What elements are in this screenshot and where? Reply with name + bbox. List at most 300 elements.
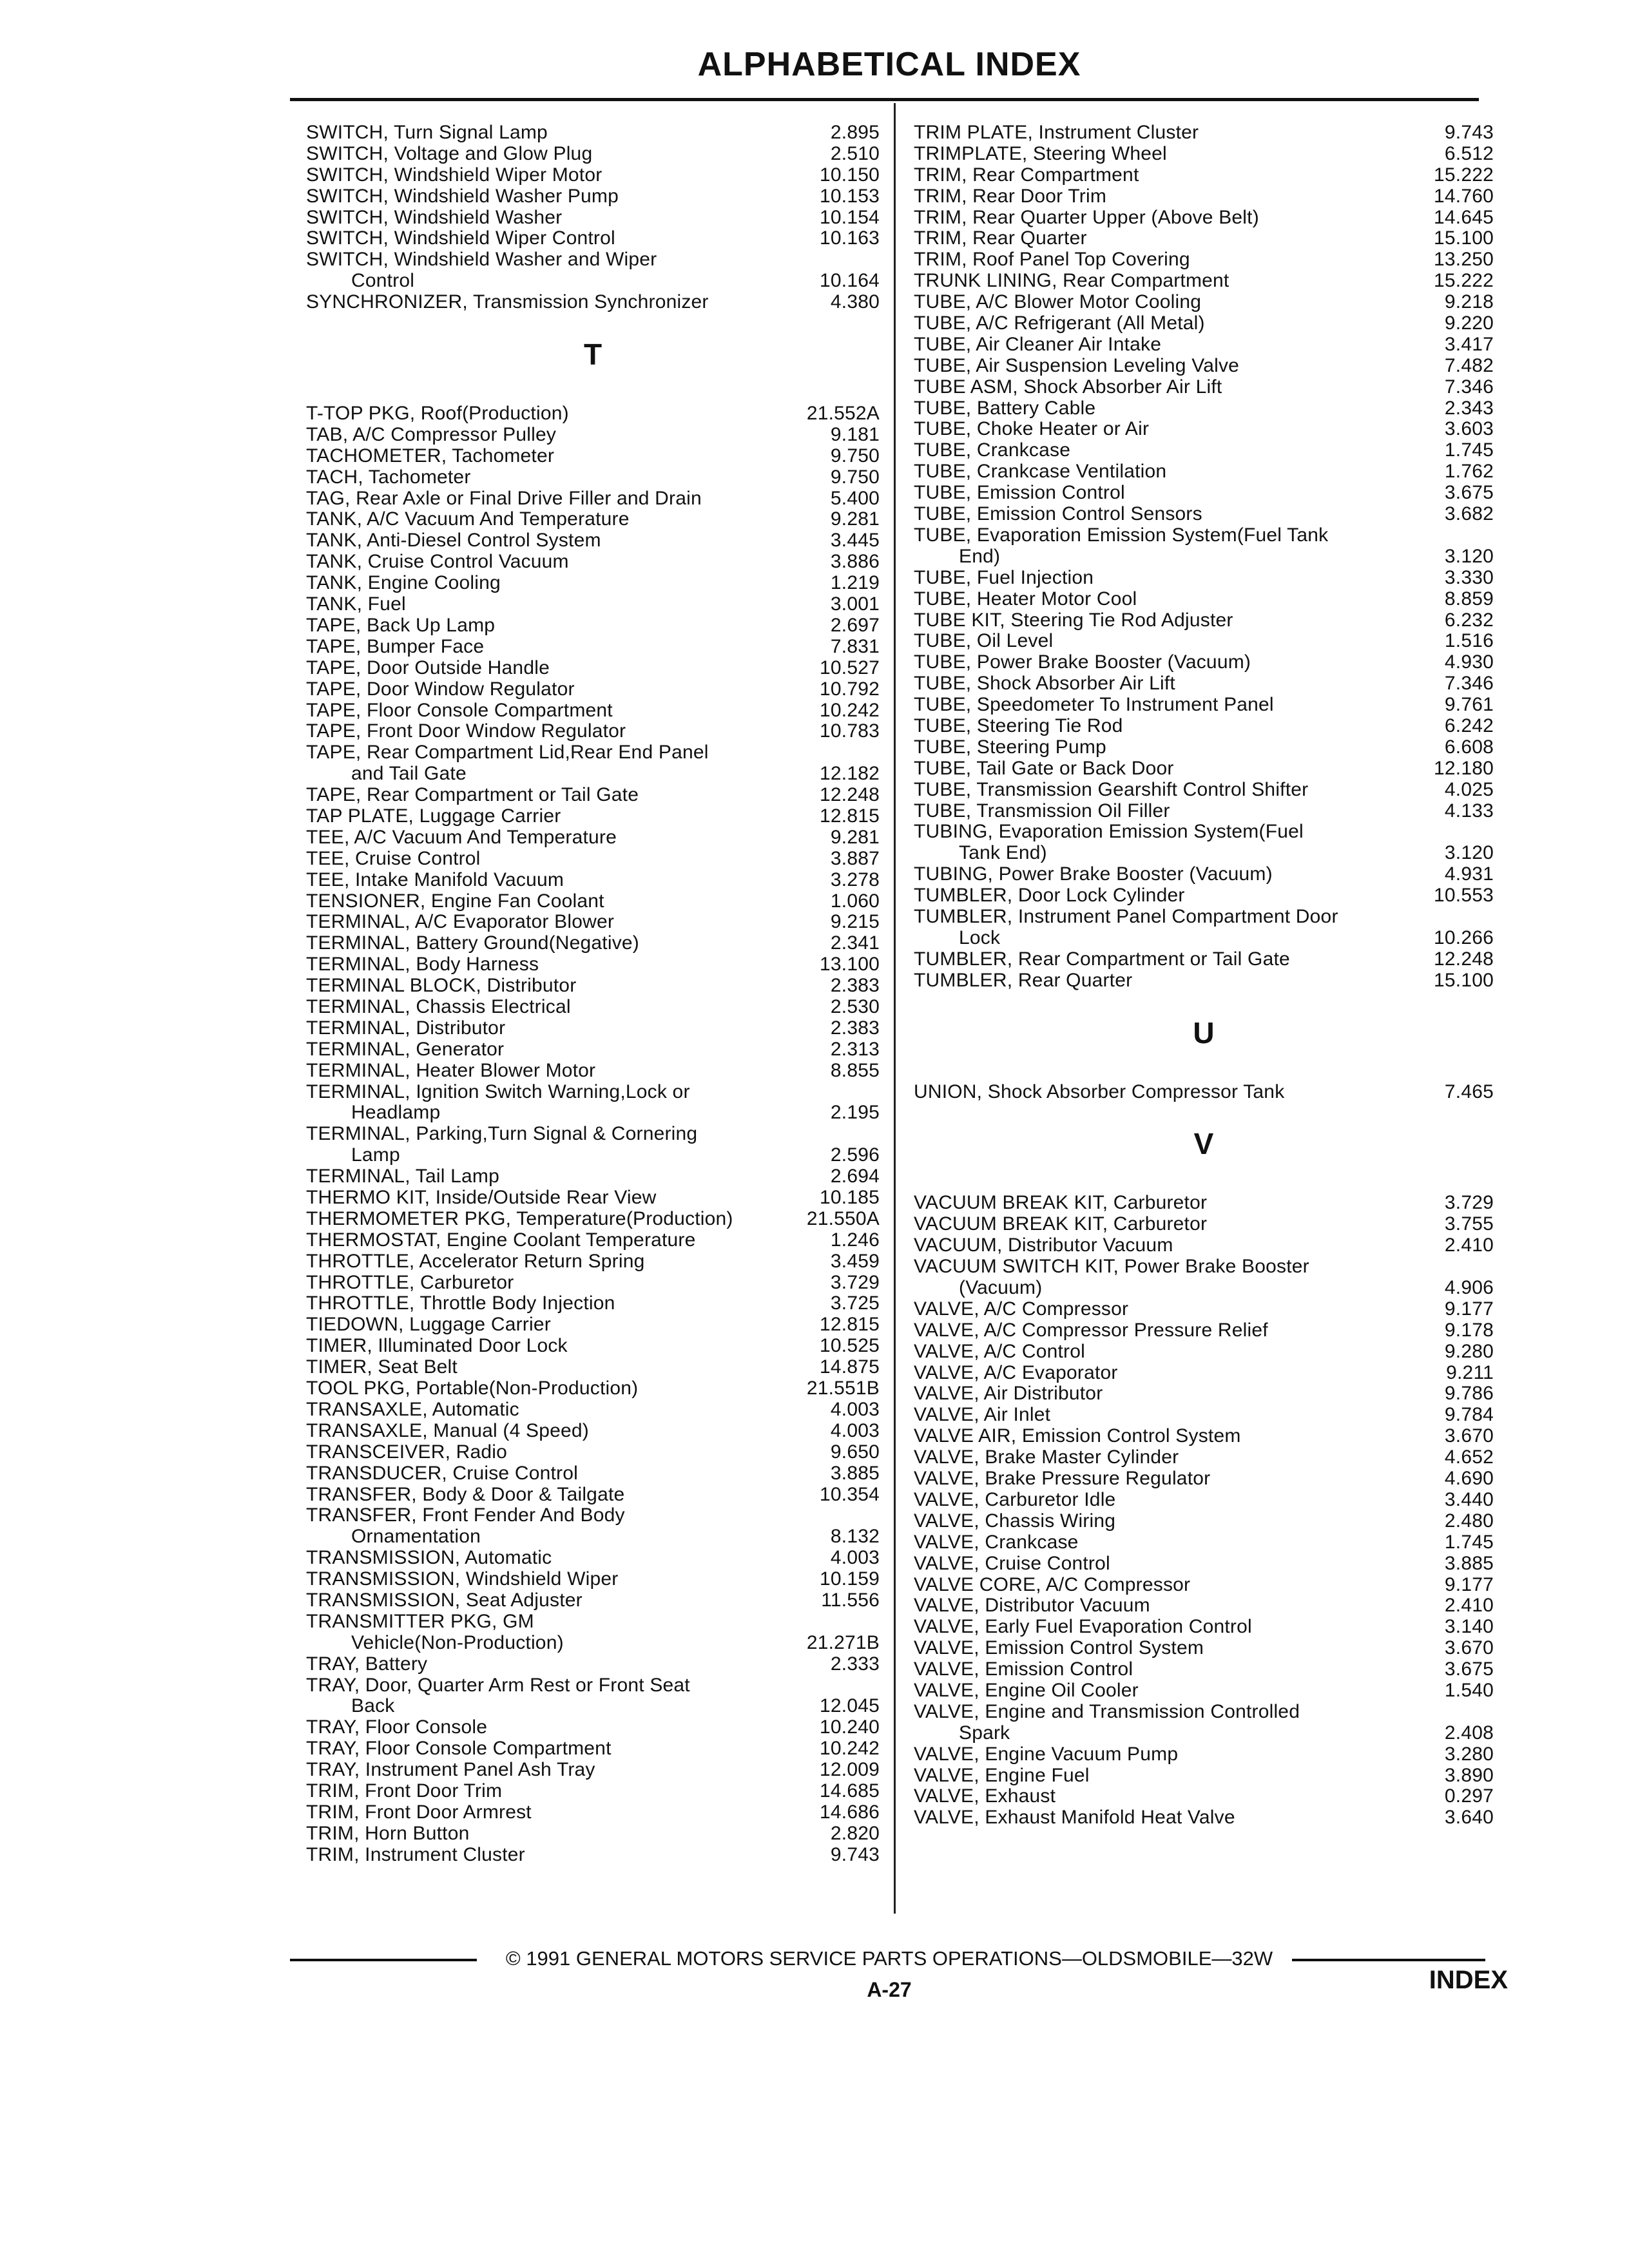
entry-reference-number: 9.650 [830, 1441, 880, 1463]
entry-reference-number: 21.552A [806, 403, 880, 425]
entry-reference-number: 3.675 [1444, 482, 1494, 504]
entry-description: TUBE, Steering Tie Rod [914, 715, 1123, 736]
index-column-right [914, 122, 1494, 1829]
index-entry [914, 1807, 1494, 1829]
entry-description: TUBE, Air Cleaner Air Intake [914, 333, 1162, 355]
entry-description: TUBE ASM, Shock Absorber Air Lift [914, 376, 1222, 398]
entry-description-continued: Back [351, 1695, 395, 1717]
index-entry [914, 1511, 1494, 1532]
entry-description: VALVE, Brake Master Cylinder [914, 1446, 1179, 1468]
index-entry [914, 1383, 1494, 1405]
entry-description-continued: End) [959, 545, 1001, 567]
index-entry [914, 228, 1494, 249]
index-entry [306, 1061, 880, 1082]
index-entry [914, 949, 1494, 970]
entry-reference-number: 12.815 [820, 1314, 880, 1336]
entry-description: VACUUM BREAK KIT, Carburetor [914, 1192, 1208, 1214]
page-number: A-27 [867, 1978, 912, 2001]
index-entry [306, 721, 880, 742]
entry-description: TUBE, Air Suspension Leveling Valve [914, 354, 1240, 376]
entry-description: TUBE, A/C Refrigerant (All Metal) [914, 312, 1205, 334]
entry-reference-number: 2.697 [830, 614, 880, 636]
entry-reference-number: 14.760 [1434, 185, 1494, 207]
entry-reference-number: 2.410 [1444, 1595, 1494, 1617]
entry-description: TUMBLER, Rear Compartment or Tail Gate [914, 948, 1290, 970]
index-entry [914, 419, 1494, 440]
entry-description: TRIM, Front Door Trim [306, 1780, 503, 1802]
index-column-left [306, 122, 880, 1866]
index-entry [306, 1314, 880, 1336]
entry-description: SWITCH, Turn Signal Lamp [306, 122, 548, 143]
index-entry [306, 785, 880, 806]
entry-reference-number: 2.820 [830, 1822, 880, 1844]
entry-reference-number: 3.885 [830, 1462, 880, 1484]
column-divider [894, 103, 896, 1914]
index-entry [306, 1187, 880, 1209]
entry-description: TAB, A/C Compressor Pulley [306, 423, 557, 445]
entry-description-continued: Headlamp [351, 1102, 441, 1124]
index-entry [914, 1638, 1494, 1659]
entry-description: TRAY, Floor Console Compartment [306, 1738, 612, 1760]
entry-description: TRAY, Instrument Panel Ash Tray [306, 1759, 595, 1781]
entry-reference-number: 5.400 [830, 487, 880, 509]
index-entry [914, 907, 1494, 949]
index-entry [306, 446, 880, 467]
entry-description: TUBE, Crankcase Ventilation [914, 461, 1167, 483]
index-entry [914, 504, 1494, 525]
entry-description: TEE, A/C Vacuum And Temperature [306, 826, 617, 848]
index-entry [914, 122, 1494, 144]
entry-reference-number: 8.855 [830, 1059, 880, 1081]
entry-reference-number: 2.341 [830, 932, 880, 954]
index-entry [914, 885, 1494, 907]
index-entry [914, 1765, 1494, 1787]
index-entry [306, 1421, 880, 1442]
entry-reference-number: 9.761 [1444, 694, 1494, 716]
entry-reference-number: 7.346 [1444, 673, 1494, 695]
entry-description: TUBE, Transmission Oil Filler [914, 800, 1170, 822]
index-entry [914, 1786, 1494, 1807]
index-entry [306, 1485, 880, 1506]
entry-reference-number: 3.417 [1444, 333, 1494, 355]
entry-description: SWITCH, Windshield Washer Pump [306, 185, 619, 207]
entry-description: VACUUM BREAK KIT, Carburetor [914, 1213, 1208, 1235]
footer-rule-left [290, 1959, 477, 1961]
index-entry [914, 652, 1494, 673]
entry-description: VALVE, Carburetor Idle [914, 1488, 1116, 1510]
entry-reference-number: 3.120 [1444, 545, 1494, 567]
entry-description: TEE, Cruise Control [306, 847, 481, 869]
entry-reference-number: 10.240 [820, 1716, 880, 1738]
entry-description: TUBING, Evaporation Emission System(Fuel [914, 821, 1304, 843]
entry-reference-number: 9.220 [1444, 312, 1494, 334]
entry-description: TERMINAL, Chassis Electrical [306, 995, 571, 1017]
index-entry [306, 530, 880, 552]
entry-reference-number: 2.510 [830, 142, 880, 164]
entry-description: THERMO KIT, Inside/Outside Rear View [306, 1187, 657, 1209]
entry-description: TRIM, Roof Panel Top Covering [914, 249, 1190, 271]
entry-description: TRANSFER, Front Fender And Body [306, 1504, 625, 1526]
index-entry [914, 1256, 1494, 1299]
index-entry [306, 1251, 880, 1273]
index-entry [914, 1235, 1494, 1256]
entry-description: TUBING, Power Brake Booster (Vacuum) [914, 863, 1273, 885]
entry-description: VALVE, Cruise Control [914, 1552, 1110, 1574]
entry-reference-number: 10.242 [820, 1738, 880, 1760]
entry-reference-number: 14.685 [820, 1780, 880, 1802]
entry-description: VALVE CORE, A/C Compressor [914, 1573, 1191, 1595]
index-entry [914, 461, 1494, 483]
index-entry [914, 1082, 1494, 1103]
index-entry [914, 970, 1494, 992]
entry-reference-number: 9.177 [1444, 1573, 1494, 1595]
entry-description: TRANSAXLE, Automatic [306, 1398, 519, 1420]
index-entry [914, 1363, 1494, 1384]
entry-description: TUBE, Transmission Gearshift Control Shifter [914, 778, 1309, 800]
entry-description: TIMER, Seat Belt [306, 1356, 458, 1378]
entry-description: VALVE, Crankcase [914, 1531, 1079, 1553]
entry-reference-number: 3.755 [1444, 1213, 1494, 1235]
entry-reference-number: 10.185 [820, 1187, 880, 1209]
entry-description: TRANSAXLE, Manual (4 Speed) [306, 1419, 589, 1441]
index-entry [306, 1548, 880, 1569]
index-entry [914, 1575, 1494, 1596]
entry-description: TRANSCEIVER, Radio [306, 1441, 508, 1463]
entry-reference-number: 6.512 [1444, 142, 1494, 164]
section-letter: T [583, 338, 602, 372]
index-entry [914, 1468, 1494, 1490]
index-entry [914, 1617, 1494, 1638]
entry-reference-number: 2.410 [1444, 1235, 1494, 1256]
entry-reference-number: 0.297 [1444, 1785, 1494, 1807]
index-entry [914, 1341, 1494, 1363]
entry-reference-number: 4.003 [830, 1419, 880, 1441]
entry-description: TRIM, Rear Quarter Upper (Above Belt) [914, 206, 1259, 228]
entry-reference-number: 2.480 [1444, 1510, 1494, 1532]
entry-reference-number: 9.281 [830, 508, 880, 530]
entry-reference-number: 9.786 [1444, 1383, 1494, 1405]
entry-description: TRANSMISSION, Windshield Wiper [306, 1568, 619, 1590]
index-entry [914, 271, 1494, 292]
index-entry [306, 700, 880, 722]
entry-reference-number: 21.551B [806, 1378, 880, 1399]
entry-description: TERMINAL, Ignition Switch Warning,Lock or [306, 1081, 690, 1102]
entry-reference-number: 3.682 [1444, 503, 1494, 525]
entry-reference-number: 10.527 [820, 657, 880, 678]
entry-reference-number: 2.530 [830, 995, 880, 1017]
entry-description: TRAY, Floor Console [306, 1716, 488, 1738]
entry-reference-number: 10.266 [1434, 927, 1494, 948]
entry-description: UNION, Shock Absorber Compressor Tank [914, 1081, 1285, 1102]
index-entry [306, 615, 880, 637]
index-entry [306, 594, 880, 615]
index-entry [914, 1214, 1494, 1235]
entry-reference-number: 3.887 [830, 847, 880, 869]
index-entry [306, 122, 880, 144]
entry-description: TERMINAL, Tail Lamp [306, 1166, 500, 1187]
entry-description: TUBE KIT, Steering Tie Rod Adjuster [914, 609, 1233, 631]
index-entry [306, 870, 880, 891]
entry-reference-number: 12.248 [1434, 948, 1494, 970]
entry-reference-number: 10.163 [820, 227, 880, 249]
index-entry [914, 1447, 1494, 1468]
index-entry [914, 631, 1494, 652]
index-entry [306, 1018, 880, 1039]
index-entry [306, 1442, 880, 1463]
entry-description: TERMINAL BLOCK, Distributor [306, 975, 577, 997]
entry-reference-number: 10.354 [820, 1483, 880, 1505]
entry-reference-number: 1.745 [1444, 1531, 1494, 1553]
index-entry [306, 1845, 880, 1866]
index-entry [306, 1611, 880, 1654]
index-entry [914, 525, 1494, 568]
index-entry [914, 568, 1494, 589]
index-entry [306, 1124, 880, 1166]
index-entry [306, 1675, 880, 1718]
entry-reference-number: 13.250 [1434, 249, 1494, 271]
entry-reference-number: 21.271B [806, 1631, 880, 1653]
entry-reference-number: 9.177 [1444, 1298, 1494, 1320]
entry-description-continued: Lock [959, 927, 1001, 948]
entry-description: TRAY, Door, Quarter Arm Rest or Front Seat [306, 1674, 690, 1696]
entry-description: VALVE, Brake Pressure Regulator [914, 1468, 1211, 1490]
entry-reference-number: 11.556 [821, 1589, 880, 1611]
entry-description: TRIM, Rear Compartment [914, 164, 1139, 186]
index-entry [914, 758, 1494, 780]
entry-description: VALVE, Exhaust Manifold Heat Valve [914, 1807, 1235, 1829]
entry-reference-number: 3.330 [1444, 566, 1494, 588]
entry-description: TUBE, Heater Motor Cool [914, 588, 1137, 610]
index-entry [306, 573, 880, 594]
index-entry [306, 1230, 880, 1251]
index-entry [306, 1336, 880, 1357]
index-entry [914, 1193, 1494, 1214]
entry-reference-number: 2.313 [830, 1038, 880, 1060]
index-entry [306, 207, 880, 229]
entry-reference-number: 3.440 [1444, 1488, 1494, 1510]
entry-reference-number: 4.025 [1444, 778, 1494, 800]
entry-reference-number: 7.465 [1444, 1081, 1494, 1102]
entry-reference-number: 9.181 [830, 423, 880, 445]
entry-reference-number: 9.784 [1444, 1404, 1494, 1426]
entry-reference-number: 3.675 [1444, 1658, 1494, 1680]
index-entry [914, 610, 1494, 631]
index-entry [306, 637, 880, 658]
entry-description: THROTTLE, Carburetor [306, 1271, 514, 1293]
entry-description: VALVE, Exhaust [914, 1785, 1056, 1807]
index-entry [914, 144, 1494, 165]
entry-description: VALVE, Distributor Vacuum [914, 1595, 1150, 1617]
index-entry [914, 313, 1494, 334]
entry-reference-number: 3.280 [1444, 1743, 1494, 1765]
index-entry [914, 1680, 1494, 1702]
entry-reference-number: 3.140 [1444, 1616, 1494, 1638]
index-entry [306, 144, 880, 165]
entry-reference-number: 3.725 [830, 1293, 880, 1314]
entry-reference-number: 9.211 [1446, 1361, 1494, 1383]
index-entry [914, 249, 1494, 271]
entry-reference-number: 2.694 [830, 1166, 880, 1187]
entry-description: TUBE, Power Brake Booster (Vacuum) [914, 651, 1251, 673]
index-entry [914, 1532, 1494, 1553]
entry-description: TAPE, Rear Compartment Lid,Rear End Panel [306, 742, 709, 764]
entry-description: TUBE, Tail Gate or Back Door [914, 757, 1174, 779]
entry-description: SWITCH, Windshield Wiper Control [306, 227, 615, 249]
entry-reference-number: 9.281 [830, 826, 880, 848]
index-entry [306, 1273, 880, 1294]
entry-description: VALVE, Engine Vacuum Pump [914, 1743, 1179, 1765]
entry-description: TRIM, Instrument Cluster [306, 1843, 525, 1865]
entry-reference-number: 4.380 [830, 291, 880, 313]
entry-description: TUBE, Emission Control [914, 482, 1125, 504]
index-entry [306, 1760, 880, 1781]
index-entry [306, 912, 880, 933]
entry-reference-number: 9.750 [830, 466, 880, 488]
entry-description: TANK, A/C Vacuum And Temperature [306, 508, 630, 530]
entry-reference-number: 3.603 [1444, 418, 1494, 440]
index-entry [306, 1654, 880, 1675]
entry-reference-number: 3.120 [1444, 842, 1494, 864]
index-entry [914, 673, 1494, 695]
entry-reference-number: 9.743 [830, 1843, 880, 1865]
entry-description: VALVE, A/C Evaporator [914, 1361, 1118, 1383]
entry-description: VALVE, Air Distributor [914, 1383, 1103, 1405]
entry-reference-number: 9.178 [1444, 1319, 1494, 1341]
entry-description: TERMINAL, Distributor [306, 1017, 506, 1039]
entry-description: TRANSMITTER PKG, GM [306, 1610, 534, 1632]
entry-description: TENSIONER, Engine Fan Coolant [306, 890, 604, 912]
index-entry [914, 822, 1494, 864]
entry-description-continued: Spark [959, 1722, 1010, 1744]
index-entry [306, 1082, 880, 1124]
footer-rule-right [1292, 1959, 1485, 1961]
index-entry [914, 737, 1494, 758]
entry-description-continued: (Vacuum) [959, 1277, 1043, 1299]
index-entry [306, 849, 880, 870]
index-entry [306, 1293, 880, 1314]
entry-reference-number: 10.153 [820, 185, 880, 207]
entry-description-continued: Lamp [351, 1144, 400, 1166]
entry-description: TUBE, A/C Blower Motor Cooling [914, 291, 1202, 313]
index-entry [914, 1426, 1494, 1447]
entry-description-continued: Control [351, 270, 415, 292]
entry-description: TUBE, Emission Control Sensors [914, 503, 1202, 525]
entry-description: TUMBLER, Instrument Panel Compartment Door [914, 905, 1338, 927]
entry-description: VALVE, Engine and Transmission Controlled [914, 1700, 1300, 1722]
entry-description: TUBE, Steering Pump [914, 736, 1106, 758]
entry-description-continued: Tank End) [959, 842, 1047, 864]
entry-description: VALVE, Early Fuel Evaporation Control [914, 1616, 1252, 1638]
entry-reference-number: 12.180 [1434, 757, 1494, 779]
entry-description: THROTTLE, Throttle Body Injection [306, 1293, 615, 1314]
entry-description: TERMINAL, A/C Evaporator Blower [306, 911, 615, 933]
entry-reference-number: 4.652 [1444, 1446, 1494, 1468]
index-entry [914, 1659, 1494, 1680]
entry-description: TRANSFER, Body & Door & Tailgate [306, 1483, 625, 1505]
entry-reference-number: 4.690 [1444, 1468, 1494, 1490]
entry-reference-number: 10.242 [820, 699, 880, 721]
index-entry [306, 1823, 880, 1845]
entry-description: TUBE, Battery Cable [914, 397, 1096, 419]
entry-reference-number: 3.459 [830, 1250, 880, 1272]
entry-reference-number: 3.886 [830, 551, 880, 573]
index-entry [306, 467, 880, 488]
index-entry [306, 1209, 880, 1230]
index-entry [306, 249, 880, 292]
entry-reference-number: 4.003 [830, 1547, 880, 1569]
entry-description: TRIM, Front Door Armrest [306, 1801, 532, 1823]
entry-description: TACH, Tachometer [306, 466, 471, 488]
entry-description: VALVE, Air Inlet [914, 1404, 1051, 1426]
entry-reference-number: 15.100 [1434, 227, 1494, 249]
index-entry [914, 292, 1494, 313]
entry-description: TRAY, Battery [306, 1653, 428, 1675]
title-rule [290, 98, 1479, 101]
section-letter: U [1193, 1015, 1215, 1050]
entry-description: TRANSMISSION, Automatic [306, 1547, 552, 1569]
entry-description: TAPE, Door Window Regulator [306, 678, 575, 700]
index-entry [914, 334, 1494, 356]
index-entry [914, 356, 1494, 377]
index-entry [306, 1357, 880, 1378]
index-entry [914, 1702, 1494, 1744]
index-entry [306, 1802, 880, 1823]
entry-description: TUMBLER, Rear Quarter [914, 969, 1133, 991]
index-entry [914, 716, 1494, 737]
entry-reference-number: 6.608 [1444, 736, 1494, 758]
entry-description: TAPE, Door Outside Handle [306, 657, 550, 678]
entry-description: TAPE, Rear Compartment or Tail Gate [306, 784, 639, 806]
entry-reference-number: 12.182 [820, 763, 880, 785]
index-entry [306, 679, 880, 700]
entry-reference-number: 9.743 [1444, 122, 1494, 143]
entry-description: VALVE, Emission Control System [914, 1637, 1204, 1659]
index-entry [914, 398, 1494, 419]
entry-description: TAP PLATE, Luggage Carrier [306, 805, 561, 827]
entry-description: VALVE, A/C Compressor [914, 1298, 1129, 1320]
index-entry [306, 1717, 880, 1738]
index-entry [306, 1781, 880, 1802]
entry-description: TANK, Anti-Diesel Control System [306, 530, 601, 552]
entry-reference-number: 10.159 [820, 1568, 880, 1590]
entry-description: TAG, Rear Axle or Final Drive Filler and Drain [306, 487, 702, 509]
entry-reference-number: 2.195 [830, 1102, 880, 1124]
entry-description: TUBE, Crankcase [914, 439, 1071, 461]
entry-reference-number: 15.100 [1434, 969, 1494, 991]
entry-description: TOOL PKG, Portable(Non-Production) [306, 1378, 639, 1399]
entry-reference-number: 1.540 [1444, 1679, 1494, 1701]
entry-reference-number: 6.242 [1444, 715, 1494, 736]
entry-reference-number: 2.408 [1444, 1722, 1494, 1744]
entry-description: TRIM, Rear Door Trim [914, 185, 1107, 207]
index-entry [914, 1595, 1494, 1617]
index-entry [306, 806, 880, 827]
entry-description: SWITCH, Windshield Washer [306, 206, 563, 228]
entry-description: TUBE, Shock Absorber Air Lift [914, 673, 1175, 695]
index-entry [914, 483, 1494, 504]
entry-reference-number: 15.222 [1434, 270, 1494, 292]
entry-reference-number: 2.343 [1444, 397, 1494, 419]
entry-reference-number: 10.525 [820, 1335, 880, 1357]
index-entry [306, 228, 880, 249]
index-entry [306, 403, 880, 425]
entry-description: THERMOMETER PKG, Temperature(Production) [306, 1207, 733, 1229]
entry-description: TRIM, Horn Button [306, 1822, 470, 1844]
entry-description: TANK, Fuel [306, 593, 406, 615]
entry-reference-number: 1.745 [1444, 439, 1494, 461]
entry-description: TAPE, Floor Console Compartment [306, 699, 613, 721]
index-entry [914, 780, 1494, 801]
